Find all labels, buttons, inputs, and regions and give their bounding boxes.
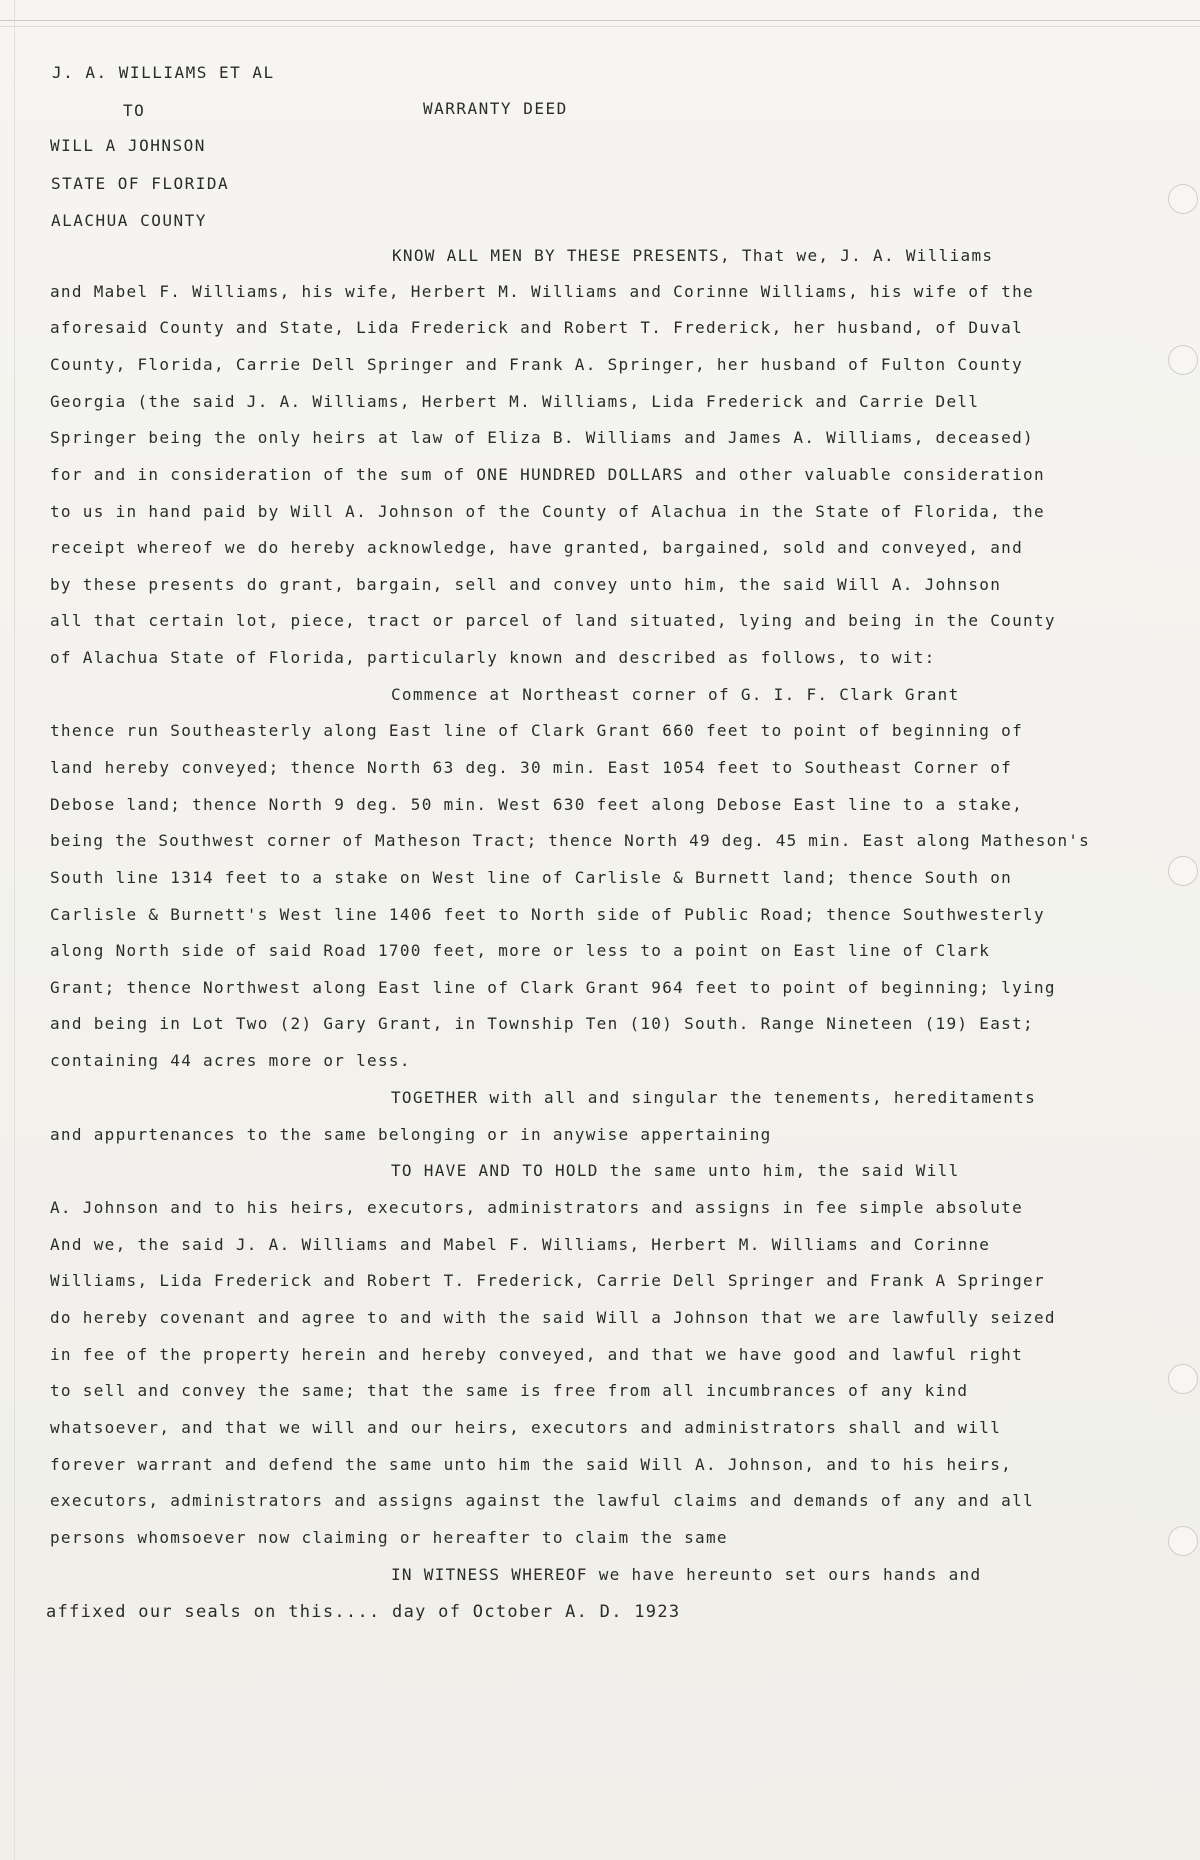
body-line: along North side of said Road 1700 feet, more or less to a point on East line of Clark [50, 941, 991, 960]
body-line: in fee of the property herein and hereby conveyed, and that we have good and lawful right [50, 1345, 1024, 1364]
body-line: thence run Southeasterly along East line of Clark Grant 660 feet to point of beginning of [50, 721, 1024, 740]
body-line: and appurtenances to the same belonging or in anywise appertaining [50, 1125, 772, 1144]
punch-hole [1168, 345, 1198, 375]
body-line: And we, the said J. A. Williams and Mabel F. Williams, Herbert M. Williams and Corinne [50, 1235, 991, 1254]
body-line: Grant; thence Northwest along East line of Clark Grant 964 feet to point of beginning; lying [50, 978, 1056, 997]
county-line: ALACHUA COUNTY [51, 211, 207, 230]
parties-line: J. A. WILLIAMS ET AL [52, 63, 275, 82]
body-line: of Alachua State of Florida, particularly known and described as follows, to wit: [50, 648, 936, 667]
body-line: being the Southwest corner of Matheson Tract; thence North 49 deg. 45 min. East along Matheson's [50, 831, 1090, 850]
punch-hole [1168, 856, 1198, 886]
body-line: TOGETHER with all and singular the tenements, hereditaments [391, 1088, 1037, 1107]
body-line: do hereby covenant and agree to and with the said Will a Johnson that we are lawfully seized [50, 1308, 1056, 1327]
body-line: whatsoever, and that we will and our heirs, executors and administrators shall and will [50, 1418, 1002, 1437]
state-line: STATE OF FLORIDA [51, 174, 230, 193]
body-line: receipt whereof we do hereby acknowledge, have granted, bargained, sold and conveyed, and [50, 538, 1024, 557]
body-line: affixed our seals on this.... day of October A. D. 1923 [46, 1602, 681, 1622]
body-line: County, Florida, Carrie Dell Springer and Frank A. Springer, her husband of Fulton County [50, 355, 1024, 374]
body-line: Carlisle & Burnett's West line 1406 feet to North side of Public Road; thence Southwesterly [50, 905, 1045, 924]
punch-hole [1168, 1364, 1198, 1394]
body-line: containing 44 acres more or less. [50, 1051, 411, 1070]
body-line: executors, administrators and assigns against the lawful claims and demands of any and all [50, 1491, 1034, 1510]
punch-hole [1168, 1526, 1198, 1556]
punch-hole [1168, 184, 1198, 214]
body-line: and Mabel F. Williams, his wife, Herbert M. Williams and Corinne Williams, his wife of the [50, 282, 1034, 301]
body-line: for and in consideration of the sum of ONE HUNDRED DOLLARS and other valuable consideration [50, 465, 1045, 484]
document-title: WARRANTY DEED [423, 99, 568, 118]
body-line: aforesaid County and State, Lida Frederick and Robert T. Frederick, her husband, of Duval [50, 318, 1024, 337]
body-line: persons whomsoever now claiming or hereafter to claim the same [50, 1528, 728, 1547]
body-line: all that certain lot, piece, tract or parcel of land situated, lying and being in the County [50, 611, 1056, 630]
page-edge-top [0, 20, 1200, 21]
body-line: by these presents do grant, bargain, sell and convey unto him, the said Will A. Johnson [50, 575, 1002, 594]
body-line: to us in hand paid by Will A. Johnson of the County of Alachua in the State of Florida, the [50, 502, 1045, 521]
page-edge-left [14, 0, 15, 1860]
body-line: IN WITNESS WHEREOF we have hereunto set ours hands and [391, 1565, 982, 1584]
grantee-line: WILL A JOHNSON [50, 136, 206, 155]
body-line: Georgia (the said J. A. Williams, Herbert M. Williams, Lida Frederick and Carrie Dell [50, 392, 980, 411]
to-label: TO [123, 101, 146, 120]
body-line: Commence at Northeast corner of G. I. F. Clark Grant [391, 685, 960, 704]
body-line: South line 1314 feet to a stake on West line of Carlisle & Burnett land; thence South on [50, 868, 1013, 887]
body-line: land hereby conveyed; thence North 63 deg. 30 min. East 1054 feet to Southeast Corner of [50, 758, 1013, 777]
body-line: Debose land; thence North 9 deg. 50 min. West 630 feet along Debose East line to a stake, [50, 795, 1024, 814]
body-line: Williams, Lida Frederick and Robert T. Frederick, Carrie Dell Springer and Frank A Springer [50, 1271, 1045, 1290]
body-line: A. Johnson and to his heirs, executors, administrators and assigns in fee simple absolute [50, 1198, 1024, 1217]
body-line: forever warrant and defend the same unto him the said Will A. Johnson, and to his heirs, [50, 1455, 1013, 1474]
body-line: TO HAVE AND TO HOLD the same unto him, the said Will [391, 1161, 960, 1180]
body-line: Springer being the only heirs at law of Eliza B. Williams and James A. Williams, deceased) [50, 428, 1034, 447]
page-edge-top-inner [0, 26, 1200, 27]
body-line: and being in Lot Two (2) Gary Grant, in Township Ten (10) South. Range Nineteen (19) East; [50, 1014, 1034, 1033]
body-line: to sell and convey the same; that the same is free from all incumbrances of any kind [50, 1381, 969, 1400]
body-line: KNOW ALL MEN BY THESE PRESENTS, That we, J. A. Williams [392, 246, 994, 265]
